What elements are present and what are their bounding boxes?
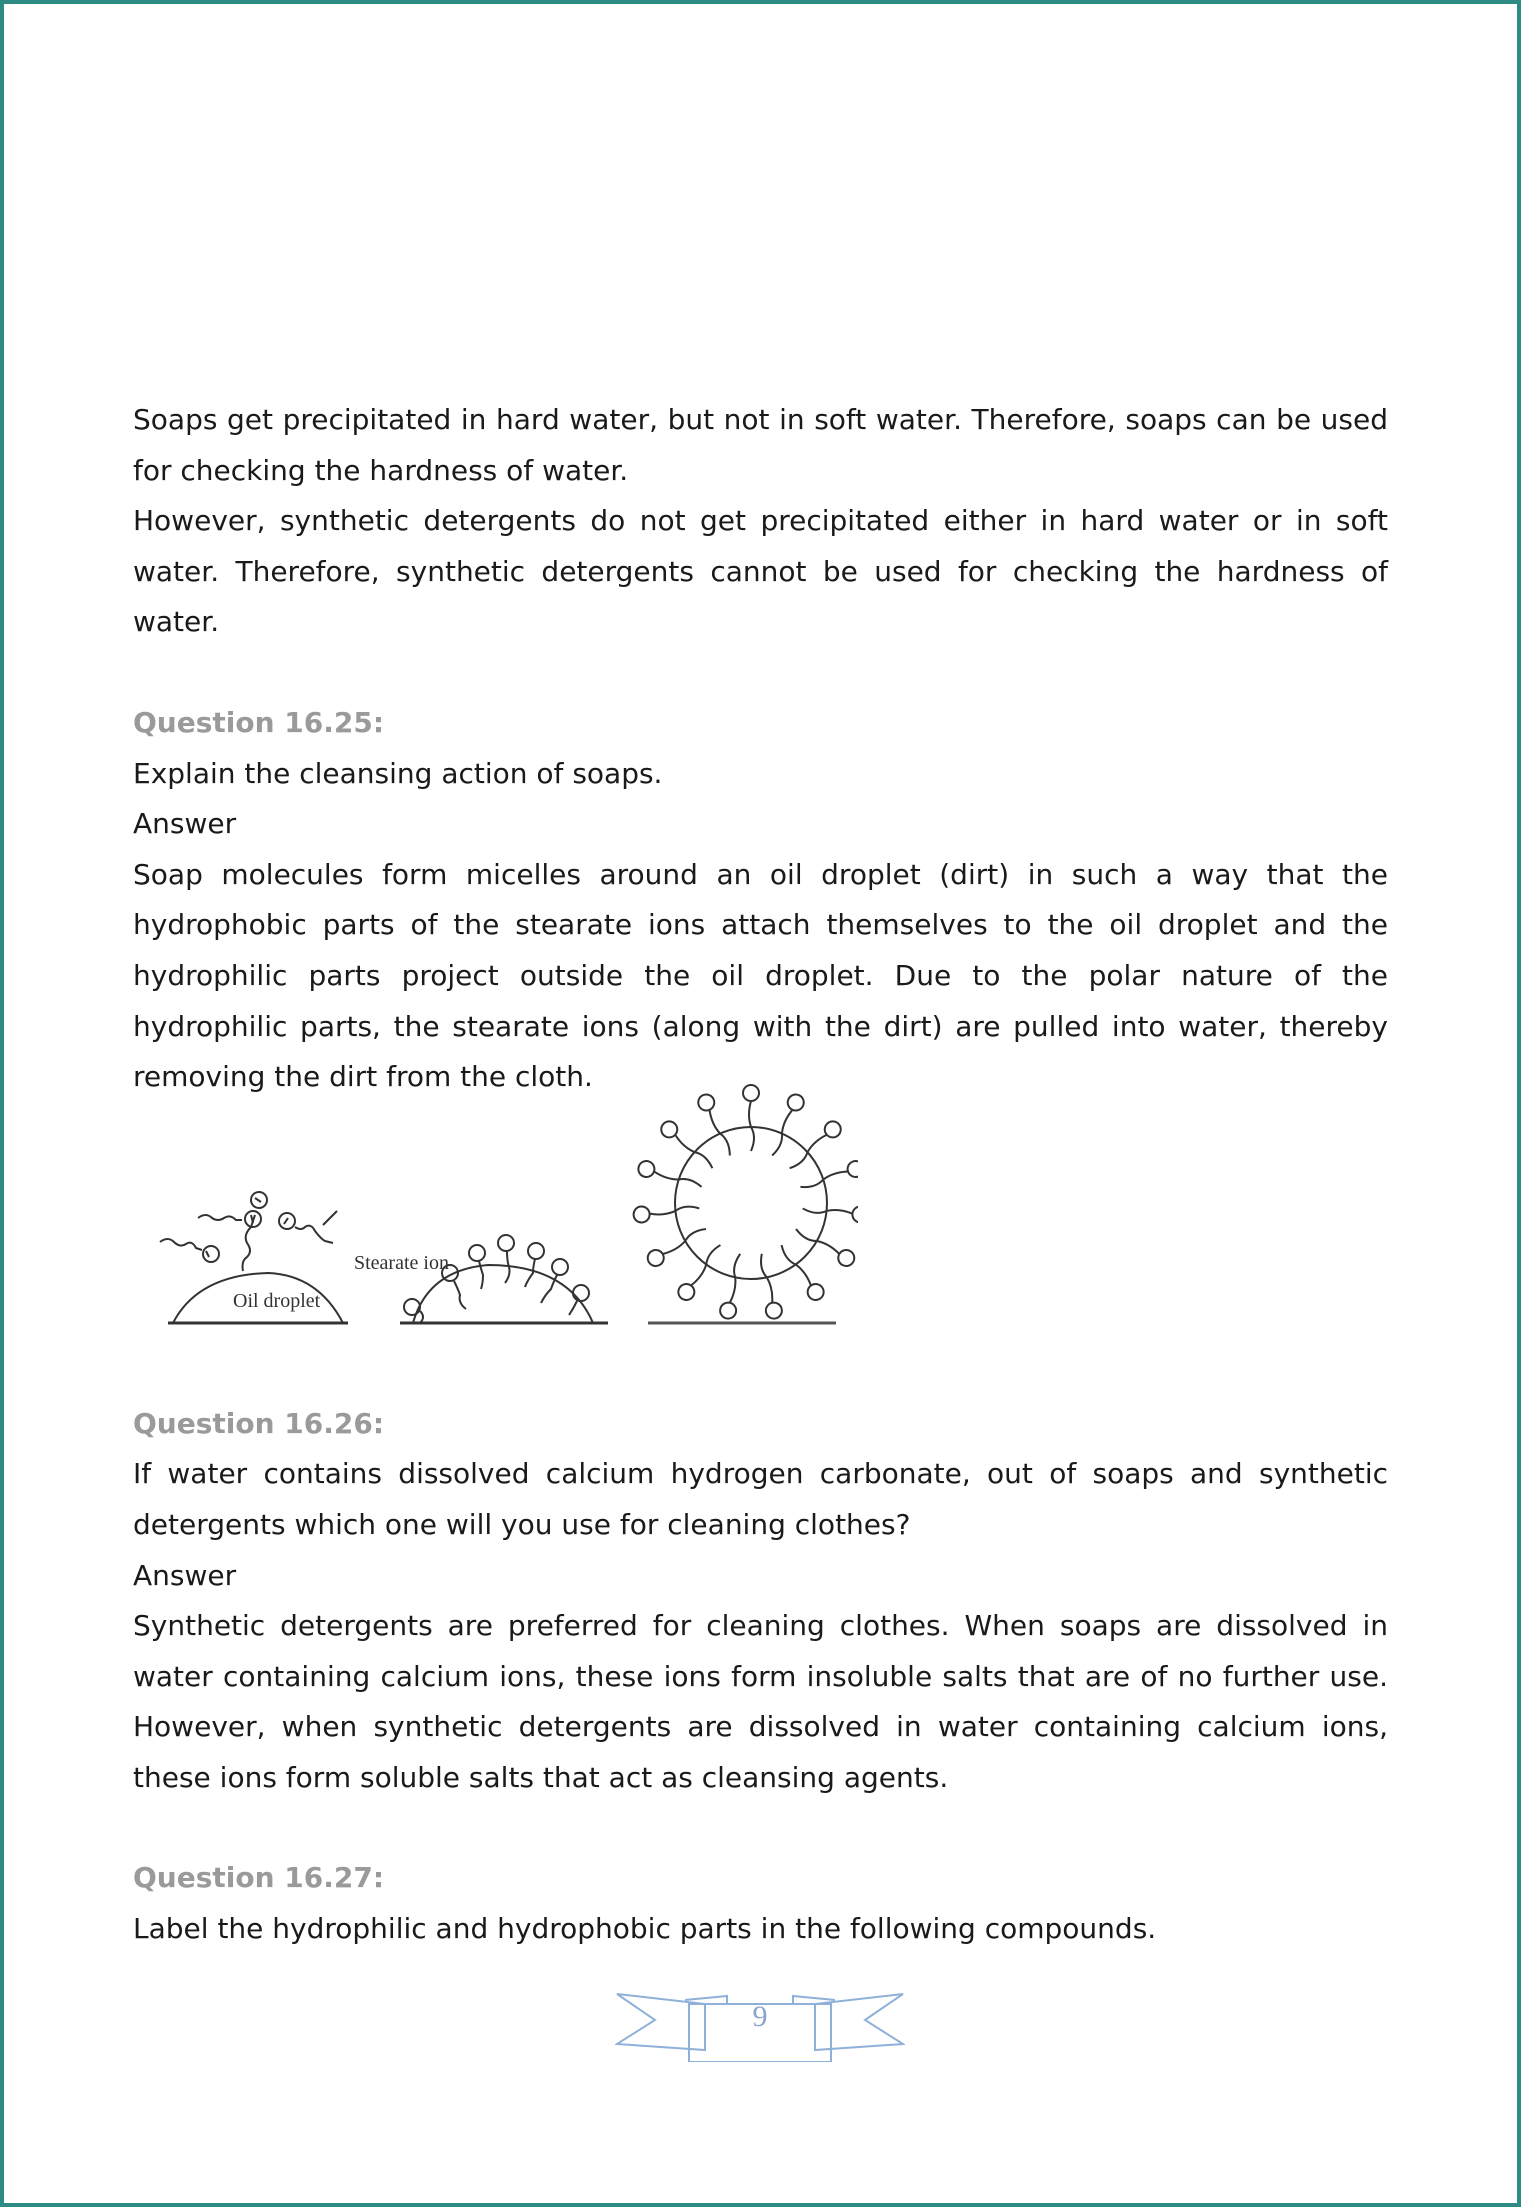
- answer-label: Answer: [133, 1558, 237, 1592]
- answer-text: Soap molecules form micelles around an oil droplet (dirt) in such a way that the hydrophobic parts of the stearate ions attach themselves to the oil droplet and the hydrophilic parts project outside the oil droplet. Due to the polar nature of the hydrophilic parts, the stearate ions (along with the dirt) are pulled into water, thereby removing the dirt from the cloth.: [133, 857, 1388, 1094]
- question-text: If water contains dissolved calcium hydrogen carbonate, out of soaps and synthetic detergents which one will you use for cleaning clothes?: [133, 1457, 1388, 1541]
- question-16-26: [133, 1399, 1388, 1804]
- question-text: Explain the cleansing action of soaps.: [133, 756, 663, 790]
- intro-paragraph-detergents: However, synthetic detergents do not get precipitated either in hard water or in soft water. Therefore, synthetic detergents cannot be used for checking the hardness of water.: [133, 504, 1388, 639]
- question-text: Label the hydrophilic and hydrophobic parts in the following compounds.: [133, 1912, 1157, 1946]
- spacer: [133, 648, 1388, 698]
- micelle-diagram-illustration: [158, 1075, 858, 1335]
- top-blank-area: [133, 0, 1388, 400]
- answer-text: Synthetic detergents are preferred for cleaning clothes. When soaps are dissolved in water containing calcium ions, these ions form insoluble salts that are of no further use. However, when synthetic detergents are dissolved in water containing calcium ions, these ions form soluble salts that act as cleansing agents.: [133, 1609, 1388, 1794]
- intro-paragraph-soaps: Soaps get precipitated in hard water, but not in soft water. Therefore, soaps can be used for checking the hardness of water.: [133, 403, 1388, 487]
- question-16-25: [133, 698, 1388, 1103]
- spacer: [133, 1803, 1388, 1853]
- micelle-ions: [633, 1085, 858, 1320]
- stearate-ion-label: Stearate ion: [354, 1252, 449, 1274]
- page-content: [133, 0, 1388, 1955]
- question-heading: Question 16.27:: [133, 1861, 385, 1895]
- micelle-diagram: [158, 1075, 858, 1335]
- page-number: 9: [752, 2000, 768, 2033]
- question-heading: Question 16.25:: [133, 705, 385, 739]
- answer-label: Answer: [133, 807, 237, 841]
- question-heading: Question 16.26:: [133, 1406, 385, 1440]
- oil-droplet-label: Oil droplet: [233, 1290, 321, 1312]
- page-number-badge: [615, 1982, 905, 2062]
- question-16-27: [133, 1853, 1388, 1954]
